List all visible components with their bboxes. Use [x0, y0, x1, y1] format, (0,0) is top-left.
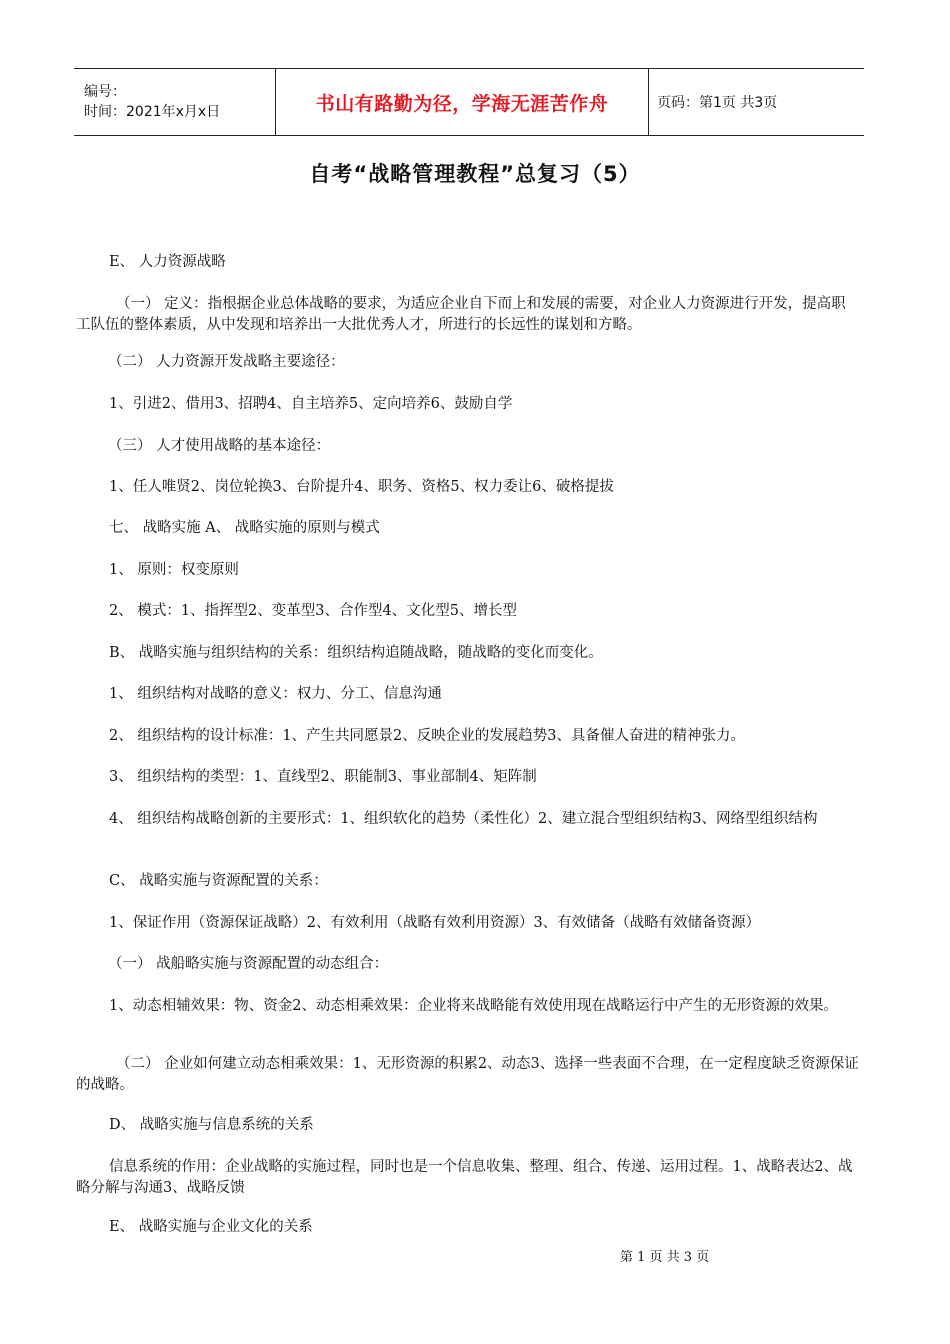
paragraph: （一） 战船略实施与资源配置的动态组合：	[108, 956, 389, 972]
header-table	[74, 68, 864, 136]
paragraph: （三） 人才使用战略的基本途径：	[108, 438, 331, 454]
paragraph: 1、任人唯贤2、岗位轮换3、台阶提升4、职务、资格5、权力委让6、破格提拔	[109, 479, 614, 495]
motto: 书山有路勤为径，学海无涯苦作舟	[315, 92, 609, 115]
header-motto-cell	[275, 69, 649, 135]
paragraph: （二） 人力资源开发战略主要途径：	[108, 354, 345, 370]
paragraph: 七、 战略实施 A、 战略实施的原则与模式	[109, 520, 380, 536]
page-footer: 第 1 页 共 3 页	[620, 1250, 710, 1265]
paragraph: 1、 原则：权变原则	[109, 562, 239, 578]
paragraph: （一） 定义：指根据企业总体战略的要求，为适应企业自下而上和发展的需要，对企业人力资源进行开发，提高职工队伍的整体素质，从中发现和培养出一大批优秀人才，所进行的长远性的谋划和方略。	[76, 296, 846, 333]
paragraph: 1、引进2、借用3、招聘4、自主培养5、定向培养6、鼓励自学	[109, 396, 513, 412]
paragraph: D、 战略实施与信息系统的关系	[109, 1117, 314, 1133]
header-meta	[74, 69, 275, 135]
paragraph: E、 人力资源战略	[109, 254, 226, 270]
page-label: 页码：第1页 共3页	[657, 95, 778, 111]
paragraph: E、 战略实施与企业文化的关系	[109, 1219, 313, 1235]
paragraph: 2、 模式：1、指挥型2、变革型3、合作型4、文化型5、增长型	[109, 603, 517, 619]
number-label: 编号：	[84, 84, 126, 100]
header-page-cell	[649, 69, 864, 135]
paragraph: 4、 组织结构战略创新的主要形式：1、组织软化的趋势（柔性化）2、建立混合型组织结构3、网络型组织结构	[109, 811, 818, 827]
paragraph: 3、 组织结构的类型：1、直线型2、职能制3、事业部制4、矩阵制	[109, 769, 537, 785]
time-label: 时间：2021年x月x日	[84, 104, 221, 120]
paragraph: 信息系统的作用：企业战略的实施过程，同时也是一个信息收集、整理、组合、传递、运用过程。1、战略表达2、战略分解与沟通3、战略反馈	[76, 1159, 853, 1196]
paragraph: C、 战略实施与资源配置的关系：	[109, 873, 328, 889]
paragraph: 1、动态相辅效果：物、资金2、动态相乘效果：企业将来战略能有效使用现在战略运行中产生的无形资源的效果。	[109, 998, 838, 1014]
paragraph: 2、 组织结构的设计标准：1、产生共同愿景2、反映企业的发展趋势3、具备催人奋进的精神张力。	[109, 728, 746, 744]
paragraph: 1、保证作用（资源保证战略）2、有效利用（战略有效利用资源）3、有效储备（战略有效储备资源）	[109, 915, 761, 931]
paragraph: （二） 企业如何建立动态相乘效果：1、无形资源的积累2、动态3、选择一些表面不合理，在一定程度缺乏资源保证的战略。	[76, 1056, 859, 1093]
document-title: 自考“战略管理教程”总复习（5）	[309, 162, 641, 186]
paragraph: 1、 组织结构对战略的意义：权力、分工、信息沟通	[109, 686, 442, 702]
paragraph: B、 战略实施与组织结构的关系：组织结构追随战略，随战略的变化而变化。	[109, 645, 603, 661]
